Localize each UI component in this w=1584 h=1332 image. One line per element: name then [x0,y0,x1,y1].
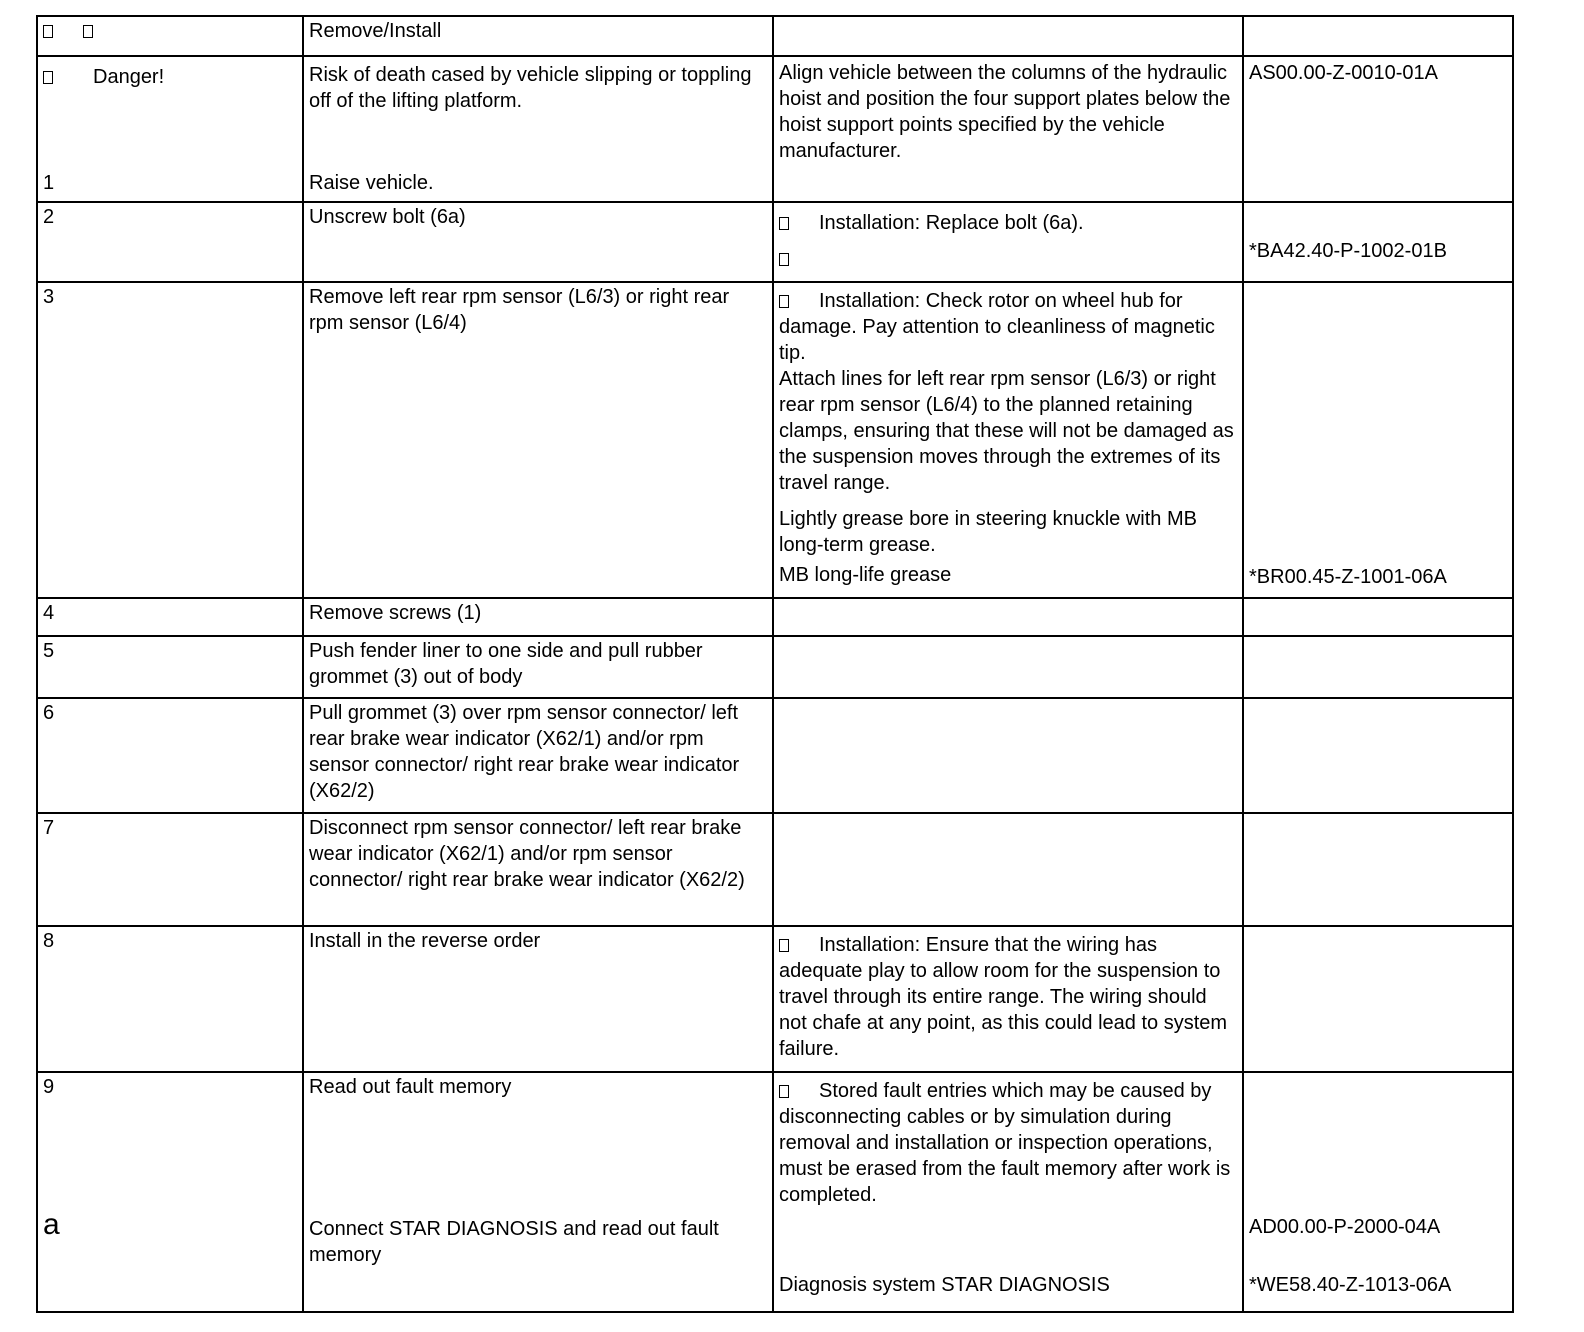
sub-step-label: a [43,1208,60,1241]
checkbox-icon [779,295,789,308]
action-cell: Disconnect rpm sensor connector/ left rear brake wear indicator (X62/1) and/or rpm sensor connector/ right rear brake wear indicator (X62/2) [303,813,773,926]
checkbox-icon [43,25,53,38]
header-title: Remove/Install [303,16,773,56]
header-icons-cell [37,16,303,56]
checkbox-icon [779,939,789,952]
warning-icon [43,71,53,84]
ref-cell [1243,598,1513,636]
table-row [37,926,1513,1072]
checkbox-icon [779,253,789,266]
action-cell [303,56,773,202]
table-row [37,813,1513,926]
reference-code: *BA42.40-P-1002-01B [1249,240,1447,262]
note-cell [773,598,1243,636]
note-cell: Align vehicle between the columns of the hydraulic hoist and position the four support plates below the hoist support points specified by the vehicle manufacturer. [773,56,1243,202]
ref-cell [1243,282,1513,598]
step-cell: 4 [37,598,303,636]
table-row [37,698,1513,813]
note-cell [773,636,1243,698]
danger-label: Danger! [93,66,165,88]
ref-cell [1243,1072,1513,1312]
reference-code: AS00.00-Z-0010-01A [1249,62,1439,84]
step-number: 1 [43,172,55,194]
ref-cell [1243,56,1513,202]
checkbox-icon [83,25,93,38]
note-cell: Installation: Check rotor on wheel hub for damage. Pay attention to cleanliness of magnetic tip. Attach lines for left rear rpm sensor (L6/3) or right rear rpm sensor (L6/4) to the planned retaining clamps, ensuring that these will not be damaged as the suspension moves through the extremes of its travel range. Lightly grease bore in steering knuckle with MB long-term grease. MB long-life grease [773,282,1243,598]
table-row [37,1072,1513,1312]
action-cell: Push fender liner to one side and pull rubber grommet (3) out of body [303,636,773,698]
action-text: Raise vehicle. [309,172,434,194]
reference-code: *WE58.40-Z-1013-06A [1249,1274,1452,1296]
table-row [37,56,1513,202]
ref-cell [1243,813,1513,926]
table-row [37,282,1513,598]
action-cell: Unscrew bolt (6a) [303,202,773,282]
ref-cell [1243,202,1513,282]
reference-code: *BR00.45-Z-1001-06A [1249,566,1447,588]
action-cell: Remove screws (1) [303,598,773,636]
table-row [37,202,1513,282]
reference-code: AD00.00-P-2000-04A [1249,1216,1441,1238]
note-cell [773,698,1243,813]
checkbox-icon [779,1085,789,1098]
step-cell: 3 [37,282,303,598]
note-cell: Installation: Replace bolt (6a). [773,202,1243,282]
action-cell: Pull grommet (3) over rpm sensor connector/ left rear brake wear indicator (X62/1) and/or rpm sensor connector/ right rear brake wear indicator (X62/2) [303,698,773,813]
checkbox-icon [779,217,789,230]
step-cell: 9 a [37,1072,303,1312]
header-empty-cell [773,16,1243,56]
note-cell: Stored fault entries which may be caused by disconnecting cables or by simulation during removal and installation or inspection operations, must be erased from the fault memory after work is completed. Diagnosis system STAR DIAGNOSIS [773,1072,1243,1312]
action-cell: Remove left rear rpm sensor (L6/3) or right rear rpm sensor (L6/4) [303,282,773,598]
note-cell [773,813,1243,926]
ref-cell [1243,698,1513,813]
risk-text: Risk of death cased by vehicle slipping or toppling off of the lifting platform. [309,64,752,112]
ref-cell [1243,926,1513,1072]
procedure-table [36,15,1514,1313]
step-cell: 2 [37,202,303,282]
header-empty-cell [1243,16,1513,56]
table-row [37,16,1513,56]
step-cell [37,56,303,202]
note-cell: Installation: Ensure that the wiring has adequate play to allow room for the suspension to travel through its entire range. The wiring should not chafe at any point, as this could lead to system failure. [773,926,1243,1072]
action-cell: Read out fault memory Connect STAR DIAGNOSIS and read out fault memory [303,1072,773,1312]
ref-cell [1243,636,1513,698]
action-cell: Install in the reverse order [303,926,773,1072]
table-row [37,636,1513,698]
table-row [37,598,1513,636]
step-cell: 7 [37,813,303,926]
step-cell: 6 [37,698,303,813]
step-cell: 5 [37,636,303,698]
step-cell: 8 [37,926,303,1072]
